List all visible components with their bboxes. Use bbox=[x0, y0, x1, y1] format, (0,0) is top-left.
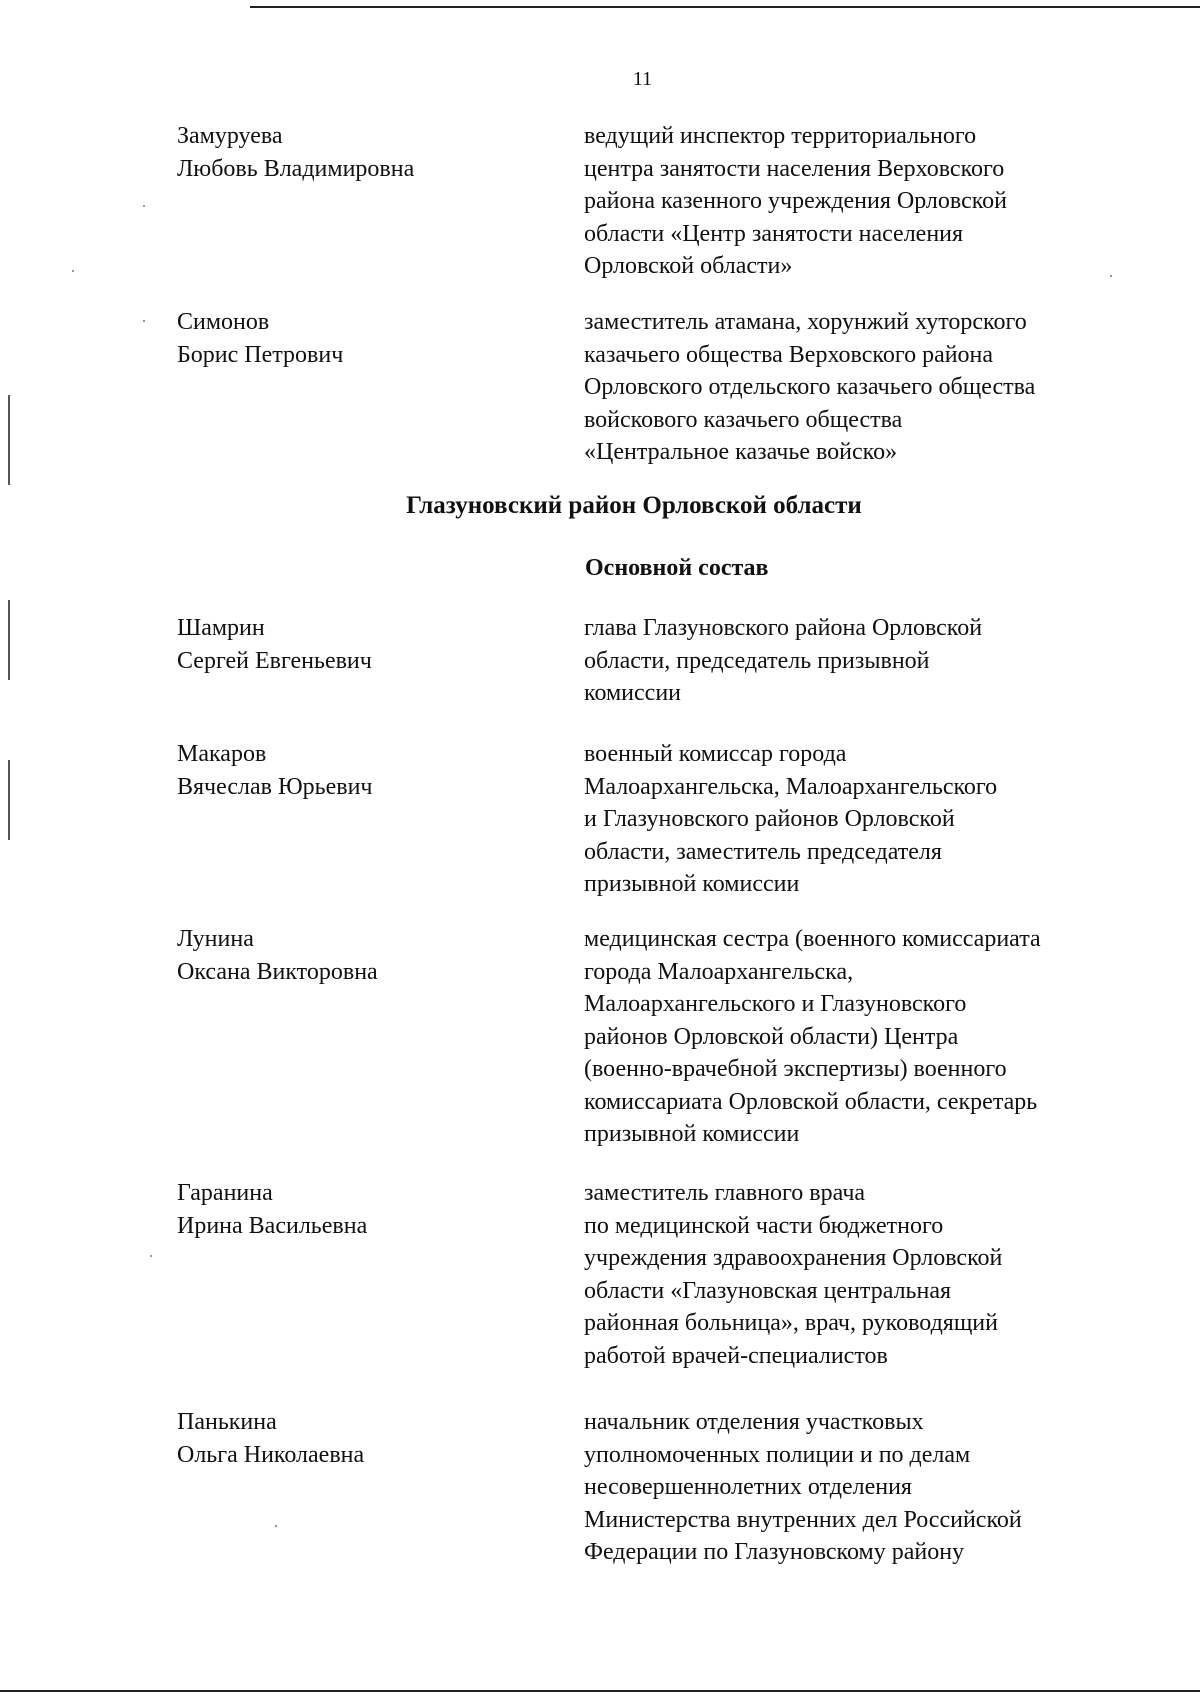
scan-edge-mark bbox=[8, 760, 10, 840]
member-position: ведущий инспектор территориального центра занятости населения Верховского района казенного учреждения Орловской области «Центр занятости населения Орловской области» bbox=[584, 123, 1008, 279]
section-title: Глазуновский район Орловской области bbox=[406, 492, 862, 519]
scan-speck bbox=[72, 270, 74, 272]
subsection-title: Основной состав bbox=[585, 555, 769, 581]
scan-edge-bottom bbox=[0, 1690, 1200, 1692]
member-name: Лунина Оксана Викторовна bbox=[177, 926, 378, 985]
scan-speck bbox=[275, 1525, 277, 1527]
member-name: Симонов Борис Петрович bbox=[177, 309, 344, 368]
scan-edge-top bbox=[250, 6, 1200, 8]
scan-speck bbox=[143, 320, 145, 322]
scan-speck bbox=[143, 205, 145, 207]
member-name: Макаров Вячеслав Юрьевич bbox=[177, 741, 373, 800]
member-position: военный комиссар города Малоархангельска, Малоархангельского и Глазуновского районов Орловской области, заместитель председателя призывной комиссии bbox=[584, 741, 998, 897]
scan-edge-mark bbox=[8, 395, 10, 485]
member-position: медицинская сестра (военного комиссариата города Малоархангельска, Малоархангельского и Глазуновского районов Орловской области) Центра (военно-врачебной экспертизы) военного комиссариата Орловской области, секретарь призывной комиссии bbox=[584, 926, 1041, 1147]
member-name: Гаранина Ирина Васильевна bbox=[177, 1180, 368, 1239]
member-name: Шамрин Сергей Евгеньевич bbox=[177, 615, 372, 674]
member-position: заместитель атамана, хорунжий хуторского казачьего общества Верховского района Орловского отдельского казачьего общества войскового казачьего общества «Центральное казачье войско» bbox=[584, 309, 1036, 465]
member-position: глава Глазуновского района Орловской области, председатель призывной комиссии bbox=[584, 615, 983, 706]
member-position: заместитель главного врача по медицинской части бюджетного учреждения здравоохранения Орловской области «Глазуновская центральная районная больница», врач, руководящий работой врачей-специалистов bbox=[584, 1180, 1003, 1369]
page-number: 11 bbox=[632, 68, 653, 90]
member-name: Замуруева Любовь Владимировна bbox=[177, 123, 415, 182]
scan-speck bbox=[150, 1255, 152, 1257]
member-position: начальник отделения участковых уполномоченных полиции и по делам несовершеннолетних отделения Министерства внутренних дел Российской Федерации по Глазуновскому району bbox=[584, 1409, 1022, 1565]
member-name: Панькина Ольга Николаевна bbox=[177, 1409, 365, 1468]
scan-edge-mark bbox=[8, 600, 10, 680]
